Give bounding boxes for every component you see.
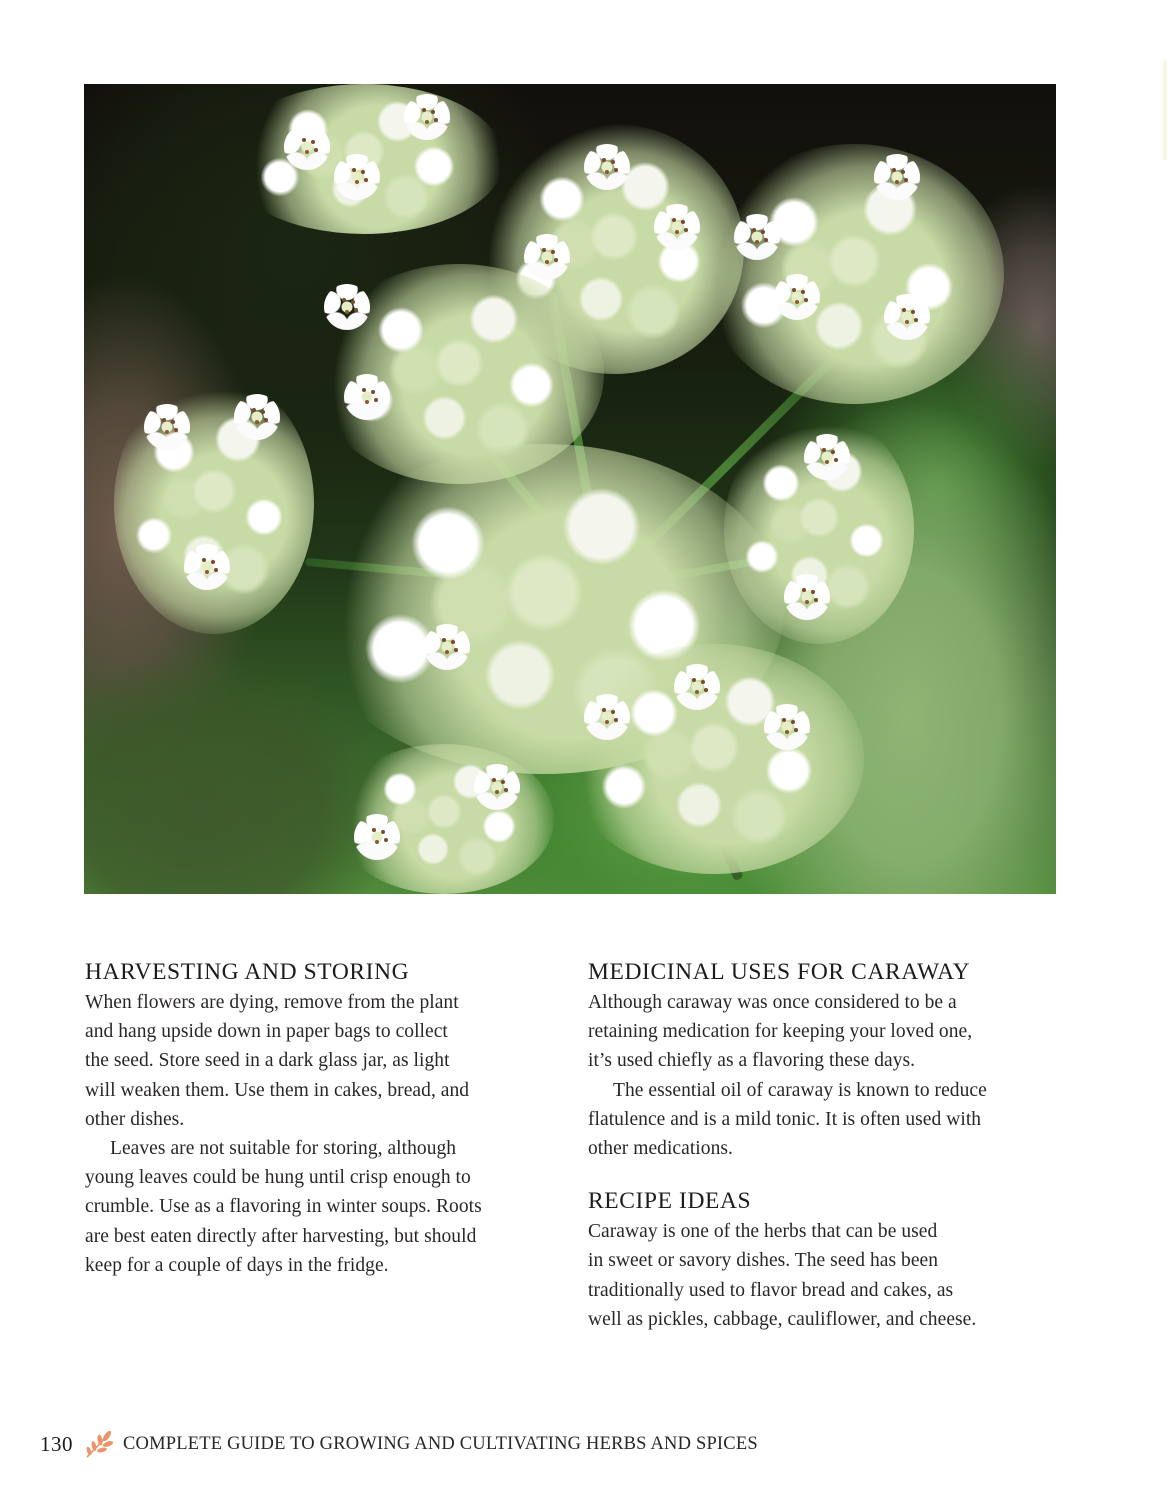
left-column — [85, 956, 555, 1280]
text-line: flatulence and is a mild tonic. It is often used with — [588, 1108, 982, 1130]
white-flower — [334, 154, 380, 200]
white-flower — [324, 284, 370, 330]
white-flower — [184, 544, 230, 590]
text-line: The essential oil of caraway is known to reduce — [613, 1079, 987, 1101]
caraway-flower-photo — [84, 84, 1056, 894]
white-flower — [874, 154, 920, 200]
page-edge — [1163, 60, 1167, 160]
leaf-sprig-icon — [83, 1429, 115, 1459]
section-heading-recipes: RECIPE IDEAS — [588, 1188, 752, 1215]
white-flower — [764, 704, 810, 750]
text-line: other medications. — [588, 1138, 733, 1160]
white-flower — [354, 814, 400, 860]
white-flower — [234, 394, 280, 440]
text-line: in sweet or savory dishes. The seed has been — [588, 1250, 939, 1272]
text-line: Leaves are not suitable for storing, although — [110, 1138, 457, 1160]
flower-cluster — [704, 144, 1004, 404]
harvesting-paragraph-2 — [85, 1134, 555, 1280]
right-column — [588, 956, 1058, 1334]
white-flower — [774, 274, 820, 320]
section-heading-harvesting: HARVESTING AND STORING — [85, 959, 410, 985]
white-flower — [884, 294, 930, 340]
white-flower — [734, 214, 780, 260]
section-spacer — [588, 1163, 1058, 1185]
white-flower — [524, 234, 570, 280]
text-line: are best eaten directly after harvesting, but should — [85, 1225, 477, 1247]
page-footer — [40, 1428, 758, 1460]
harvesting-paragraph-1 — [85, 988, 555, 1134]
text-line: and hang upside down in paper bags to collect — [85, 1021, 448, 1043]
white-flower — [804, 434, 850, 480]
section-heading-medicinal: MEDICINAL USES FOR CARAWAY — [588, 959, 971, 985]
white-flower — [654, 204, 700, 250]
white-flower — [474, 764, 520, 810]
text-line: the seed. Store seed in a dark glass jar, as light — [85, 1050, 450, 1072]
text-line: young leaves could be hung until crisp enough to — [85, 1167, 471, 1189]
white-flower — [584, 144, 630, 190]
white-flower — [674, 664, 720, 710]
medicinal-paragraph-2 — [588, 1076, 1058, 1164]
text-line: Although caraway was once considered to be a — [588, 992, 957, 1013]
white-flower — [344, 374, 390, 420]
text-line: it’s used chiefly as a flavoring these days. — [588, 1050, 916, 1072]
white-flower — [144, 404, 190, 450]
text-line: retaining medication for keeping your loved one, — [588, 1021, 973, 1043]
recipes-paragraph-1 — [588, 1217, 1058, 1334]
text-line: Caraway is one of the herbs that can be used — [588, 1221, 938, 1243]
white-flower — [584, 694, 630, 740]
white-flower — [784, 574, 830, 620]
text-line: other dishes. — [85, 1108, 185, 1130]
medicinal-paragraph-1 — [588, 988, 1058, 1076]
white-flower — [284, 124, 330, 170]
running-title: COMPLETE GUIDE TO GROWING AND CULTIVATING HERBS AND SPICES — [123, 1433, 758, 1454]
flower-cluster — [114, 374, 314, 634]
text-line: well as pickles, cabbage, cauliflower, and cheese. — [588, 1308, 977, 1330]
text-line: traditionally used to flavor bread and cakes, as — [588, 1279, 954, 1301]
text-line: will weaken them. Use them in cakes, bread, and — [85, 1079, 470, 1101]
text-line: keep for a couple of days in the fridge. — [85, 1254, 389, 1276]
white-flower — [424, 624, 470, 670]
text-line: When flowers are dying, remove from the plant — [85, 992, 459, 1013]
text-line: crumble. Use as a flavoring in winter soups. Roots — [85, 1196, 482, 1218]
white-flower — [404, 94, 450, 140]
page-number: 130 — [40, 1431, 73, 1456]
